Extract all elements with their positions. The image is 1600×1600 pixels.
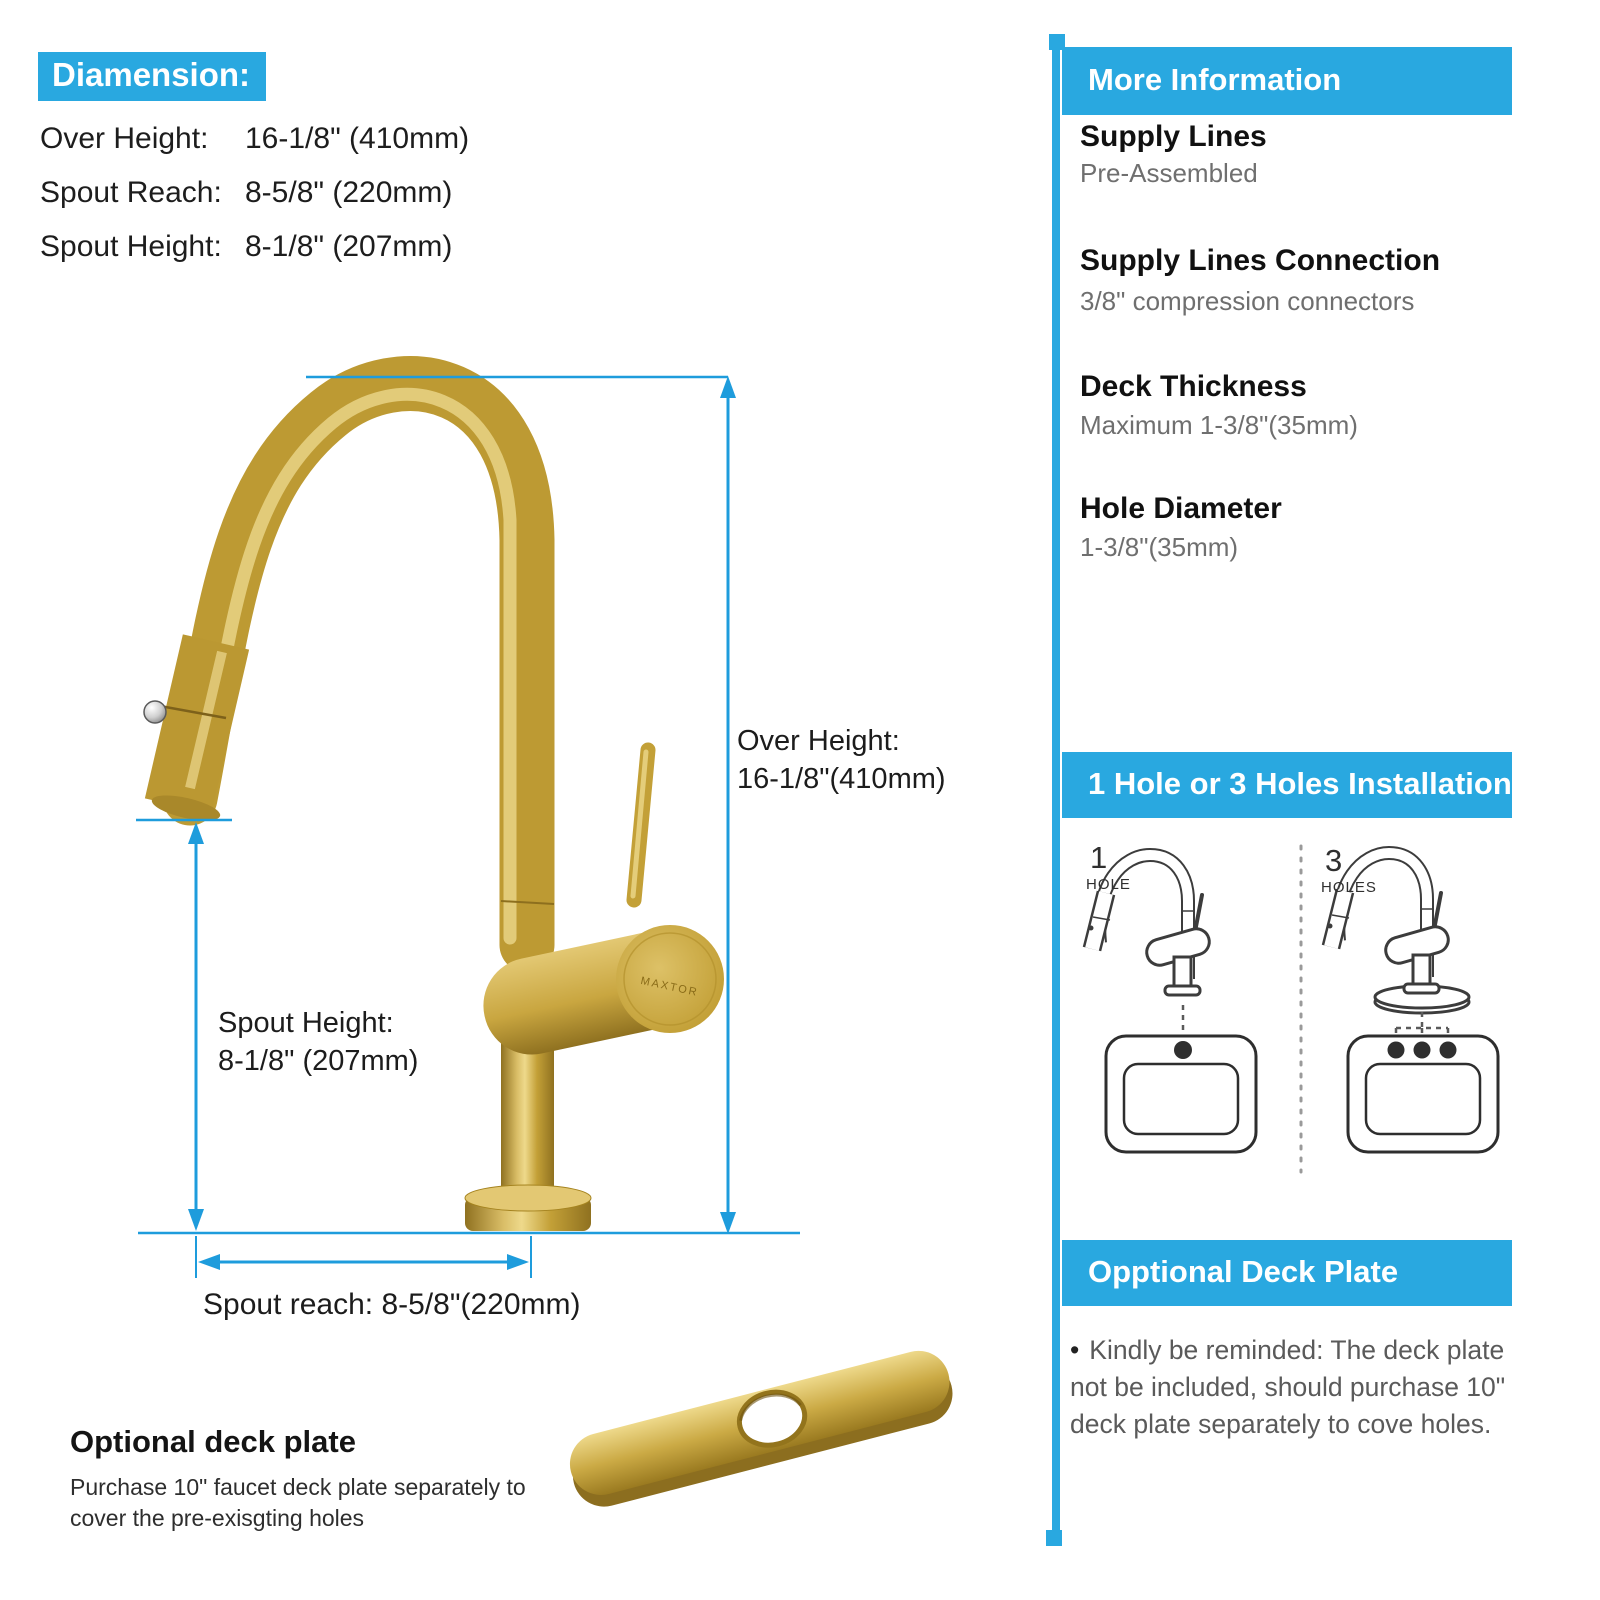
spec-value: 16-1/8" (410mm) — [245, 122, 470, 155]
spout-height-annotation — [218, 1004, 418, 1080]
spec-row-over-height — [40, 122, 469, 156]
info-item-label: Deck Thickness — [1080, 370, 1307, 403]
more-information-header: More Information — [1062, 47, 1512, 115]
spout-reach-dimension — [198, 1236, 531, 1278]
spec-label: Over Height: — [40, 122, 209, 155]
info-item-value: Maximum 1-3/8"(35mm) — [1080, 410, 1358, 440]
over-height-annotation-label: Over Height: — [737, 725, 900, 757]
brand-mark-text: MAXTOR — [639, 974, 700, 999]
deck-plate-header: Opptional Deck Plate — [1062, 1240, 1512, 1306]
one-hole-word: HOLE — [1086, 876, 1131, 893]
install-diagram-one-hole — [1089, 855, 1257, 1152]
spout-height-annotation-value: 8-1/8" (207mm) — [218, 1045, 419, 1077]
over-height-annotation-value: 16-1/8"(410mm) — [737, 763, 946, 795]
spec-label: Spout Reach: — [40, 176, 222, 209]
panel-accent-line — [1052, 34, 1060, 1530]
faucet-illustration — [144, 384, 724, 1231]
one-hole-number: 1 — [1090, 840, 1108, 875]
faucet-base — [465, 1185, 591, 1231]
info-item-value: 3/8" compression connectors — [1080, 286, 1415, 316]
optional-deck-plate-title: Optional deck plate — [70, 1424, 356, 1459]
page-title: Diamension: — [38, 52, 266, 101]
spec-row-spout-height — [40, 230, 452, 264]
deck-plate-note-text: Kindly be reminded: The deck plate not be included, should purchase 10" deck plate separately to cove holes. — [1070, 1335, 1506, 1439]
info-item-label: Supply Lines — [1080, 120, 1267, 153]
spec-label: Spout Height: — [40, 230, 222, 263]
spray-head — [144, 642, 226, 826]
bullet-icon: • — [1070, 1335, 1080, 1365]
panel-accent-line-bottom-cap — [1046, 1530, 1062, 1546]
deck-plate-note — [1070, 1332, 1515, 1443]
spec-value: 8-5/8" (220mm) — [245, 176, 453, 209]
deck-plate-illustration — [563, 1344, 959, 1513]
spec-row-spout-reach — [40, 176, 452, 210]
sink-outline-one-hole — [1106, 1036, 1256, 1152]
install-diagram-three-hole — [1328, 853, 1499, 1152]
optional-deck-plate-description: Purchase 10" faucet deck plate separately to cover the pre-exisgting holes — [70, 1474, 526, 1531]
handle-cap — [616, 925, 724, 1033]
sink-outline-three-hole — [1348, 1036, 1498, 1152]
installation-diagrams — [1089, 846, 1499, 1172]
three-hole-word: HOLES — [1321, 879, 1377, 896]
three-hole-number: 3 — [1325, 843, 1343, 878]
info-item-label: Supply Lines Connection — [1080, 244, 1441, 277]
info-item-value: Pre-Assembled — [1080, 158, 1258, 188]
over-height-annotation — [737, 722, 946, 798]
spec-value: 8-1/8" (207mm) — [245, 230, 453, 263]
installation-header: 1 Hole or 3 Holes Installation — [1062, 752, 1512, 818]
info-item-value: 1-3/8"(35mm) — [1080, 532, 1239, 562]
chrome-button — [144, 701, 166, 723]
spout-reach-annotation: Spout reach: 8-5/8"(220mm) — [203, 1288, 581, 1321]
faucet-handle — [633, 750, 648, 900]
spout-height-annotation-label: Spout Height: — [218, 1007, 394, 1039]
info-item-label: Hole Diameter — [1080, 492, 1282, 525]
